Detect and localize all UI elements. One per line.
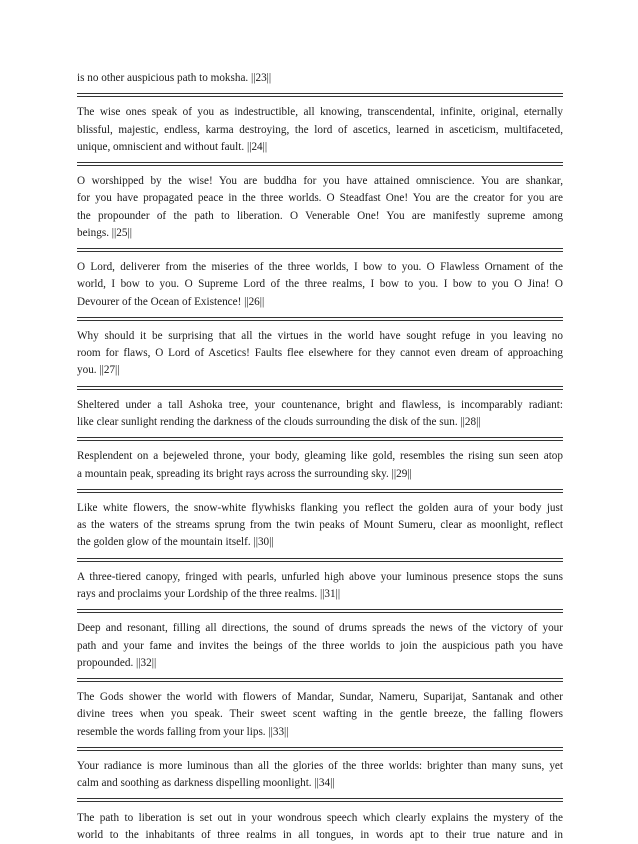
verse-line: calm and soothing as darkness dispelling moonlight. ||34|| — [77, 777, 335, 790]
verse-separator — [77, 672, 563, 689]
verse-block — [77, 620, 563, 672]
verse-line: The Gods shower the world with flowers of Mandar, Sundar, Nameru, Suparijat, Santanak and other — [77, 691, 563, 704]
verse-line: rays and proclaims your Lordship of the three realms. ||31|| — [77, 587, 341, 600]
verse-block — [77, 259, 563, 311]
verse-line: Sheltered under a tall Ashoka tree, your countenance, bright and flawless, is incomparably radiant: — [77, 398, 563, 411]
verse-line: The path to liberation is set out in your wondrous speech which clearly explains the mystery of the — [77, 811, 563, 824]
verse-separator — [77, 603, 563, 620]
verse-block — [77, 397, 563, 431]
document-body — [77, 70, 563, 844]
verse-line: like clear sunlight rending the darkness of the clouds surrounding the disk of the sun. ||28|| — [77, 415, 481, 428]
verse-separator — [77, 311, 563, 328]
verse-line: a mountain peak, spreading its bright rays across the surrounding sky. ||29|| — [77, 467, 412, 480]
verse-line: Deep and resonant, filling all directions, the sound of drums spreads the news of the victory of your — [77, 622, 563, 635]
verse-line: blissful, majestic, endless, karma destroying, the lord of ascetics, learned in asceticism, multifaceted, — [77, 123, 563, 136]
verse-line: propounded. ||32|| — [77, 656, 157, 669]
verse-line: the propounder of the path to liberation. O Venerable One! You are manifestly supreme among — [77, 209, 563, 222]
verse-line: O worshipped by the wise! You are buddha for you have attained omniscience. You are shankar, — [77, 175, 563, 188]
verse-line: resemble the words falling from your lips. ||33|| — [77, 725, 289, 738]
verse-block — [77, 758, 563, 792]
verse-line: world, I bow to you. O Supreme Lord of the three realms, I bow to you. I bow to you O Jina! O — [77, 278, 563, 291]
verse-separator — [77, 483, 563, 500]
verse-separator — [77, 431, 563, 448]
verse-line: you. ||27|| — [77, 364, 120, 377]
verse-block — [77, 689, 563, 741]
verse-separator — [77, 380, 563, 397]
verse-separator — [77, 156, 563, 173]
verse-line: path and your fame and invites the beings of the three worlds to join the auspicious path you have — [77, 639, 563, 652]
verse-block — [77, 173, 563, 242]
verse-line: for you have propagated peace in the three worlds. O Steadfast One! You are the creator for you are — [77, 192, 563, 205]
verse-separator — [77, 87, 563, 104]
verse-line: Your radiance is more luminous than all the glories of the three worlds: brighter than many suns, yet — [77, 759, 563, 772]
verse-line: Resplendent on a bejeweled throne, your body, gleaming like gold, resembles the rising sun seen atop — [77, 450, 563, 463]
verse-block — [77, 328, 563, 380]
verse-block — [77, 448, 563, 482]
verse-block — [77, 104, 563, 156]
verse-line: O Lord, deliverer from the miseries of the three worlds, I bow to you. O Flawless Ornament of the — [77, 261, 563, 274]
verse-line: is no other auspicious path to moksha. ||23|| — [77, 72, 272, 84]
verse-separator — [77, 741, 563, 758]
verse-line: unique, omniscient and without fault. ||24|| — [77, 140, 268, 153]
verse-line: the golden glow of the mountain itself. ||30|| — [77, 536, 274, 549]
verse-line: The wise ones speak of you as indestructible, all knowing, transcendental, infinite, original, eternally — [77, 106, 563, 119]
verse-block — [77, 569, 563, 603]
verse-block — [77, 500, 563, 552]
verse-separator — [77, 792, 563, 809]
verse-block — [77, 810, 563, 844]
verse-line: divine trees when you speak. Their sweet scent wafting in the gentle breeze, the falling flowers — [77, 708, 563, 721]
verse-line: Devourer of the Ocean of Existence! ||26|| — [77, 295, 265, 308]
verse-line: as the waters of the streams sprung from the twin peaks of Mount Sumeru, clear as moonlight, reflect — [77, 519, 563, 532]
verse-line: A three-tiered canopy, fringed with pearls, unfurled high above your luminous presence stops the suns — [77, 570, 563, 583]
verse-separator — [77, 242, 563, 259]
verse-line: room for flaws, O Lord of Ascetics! Faults flee elsewhere for they cannot even dream of approaching — [77, 347, 563, 360]
verse-separator — [77, 552, 563, 569]
verse-block — [77, 70, 563, 87]
verse-line: world to the inhabitants of three realms in all tongues, in words apt to their true nature and in — [77, 828, 563, 841]
verse-line: Like white flowers, the snow-white flywhisks flanking you reflect the golden aura of your body just — [77, 501, 563, 514]
verse-line: beings. ||25|| — [77, 226, 132, 239]
verse-line: Why should it be surprising that all the virtues in the world have sought refuge in you leaving no — [77, 329, 563, 342]
